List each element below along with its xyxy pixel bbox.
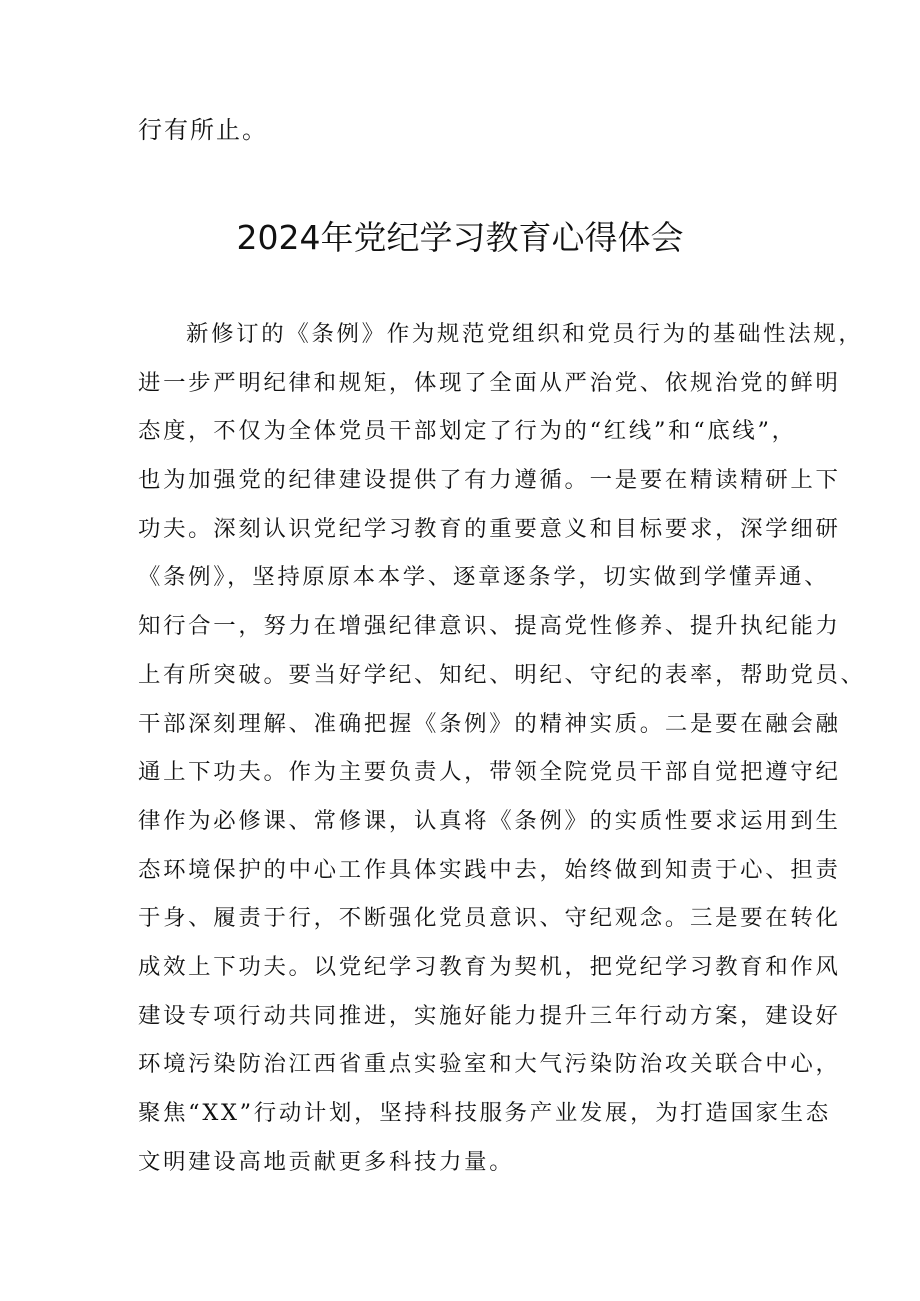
paragraph-line: 通上下功夫。作为主要负责人，带领全院党员干部自觉把遵守纪 bbox=[138, 759, 841, 786]
paragraph-line: 环境污染防治江西省重点实验室和大气污染防治攻关联合中心， bbox=[138, 1051, 841, 1078]
paragraph-line: 功夫。深刻认识党纪学习教育的重要意义和目标要求，深学细研 bbox=[138, 515, 841, 542]
paragraph-line: 聚焦“XX”行动计划，坚持科技服务产业发展，为打造国家生态 bbox=[138, 1100, 831, 1126]
paragraph-line: 成效上下功夫。以党纪学习教育为契机，把党纪学习教育和作风 bbox=[138, 953, 841, 980]
paragraph-line: 也为加强党的纪律建设提供了有力遵循。一是要在精读精研上下 bbox=[138, 467, 841, 494]
body-paragraph bbox=[138, 310, 866, 1186]
paragraph-line: 态度，不仅为全体党员干部划定了行为的“红线”和“底线”， bbox=[138, 418, 797, 445]
paragraph-line: 《条例》，坚持原原本本学、逐章逐条学，切实做到学懂弄通、 bbox=[138, 564, 830, 591]
carryover-text: 行有所止。 bbox=[138, 116, 268, 144]
paragraph-line: 知行合一，努力在增强纪律意识、提高党性修养、提升执纪能力 bbox=[138, 613, 841, 640]
paragraph-line: 新修订的《条例》作为规范党组织和党员行为的基础性法规， bbox=[186, 321, 864, 347]
paragraph-line: 建设专项行动共同推进，实施好能力提升三年行动方案，建设好 bbox=[138, 1002, 841, 1029]
paragraph-line: 干部深刻理解、准确把握《条例》的精神实质。二是要在融会融 bbox=[138, 710, 841, 737]
paragraph-line: 文明建设高地贡献更多科技力量。 bbox=[138, 1148, 515, 1175]
paragraph-line: 态环境保护的中心工作具体实践中去，始终做到知责于心、担责 bbox=[138, 856, 841, 883]
paragraph-line: 上有所突破。要当好学纪、知纪、明纪、守纪的表率，帮助党员、 bbox=[138, 661, 866, 688]
page-title: 2024年党纪学习教育心得体会 bbox=[236, 218, 684, 257]
paragraph-line: 进一步严明纪律和规矩，体现了全面从严治党、依规治党的鲜明 bbox=[138, 369, 841, 396]
paragraph-line: 于身、履责于行，不断强化党员意识、守纪观念。三是要在转化 bbox=[138, 905, 841, 932]
paragraph-line: 律作为必修课、常修课，认真将《条例》的实质性要求运用到生 bbox=[138, 807, 841, 834]
